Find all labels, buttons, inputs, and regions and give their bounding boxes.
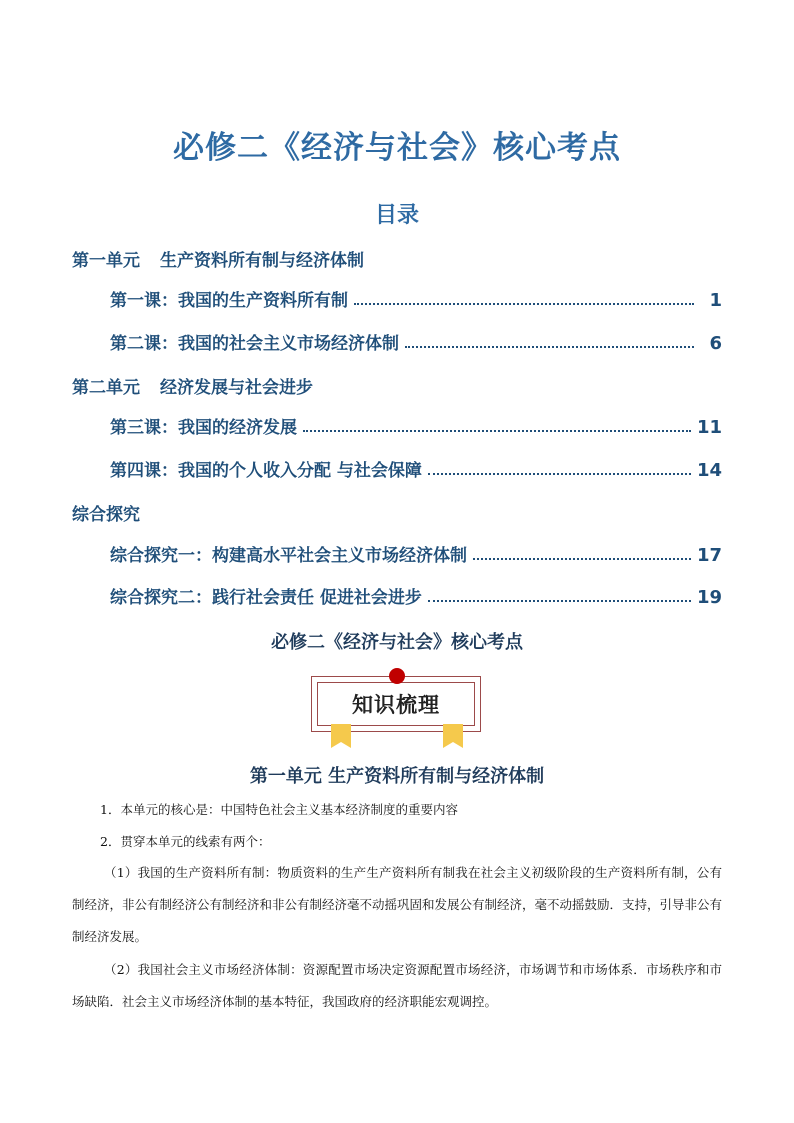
toc-unit-3 bbox=[72, 500, 140, 525]
toc-leader-dots bbox=[428, 599, 691, 602]
toc-entry-lesson-1[interactable] bbox=[110, 285, 722, 311]
unit-section-title: 第一单元 生产资料所有制与经济体制 bbox=[249, 766, 545, 787]
section-subtitle: 必修二《经济与社会》核心考点 bbox=[271, 632, 523, 653]
toc-page-number: 19 bbox=[696, 587, 722, 608]
toc-page-number: 17 bbox=[696, 545, 722, 566]
toc-leader-dots bbox=[428, 472, 691, 475]
toc-page-number: 6 bbox=[709, 333, 722, 354]
document-title: 必修二《经济与社会》核心考点 bbox=[173, 130, 621, 166]
toc-leader-dots bbox=[354, 302, 694, 305]
paragraph: （1）我国的生产资料所有制：物质资料的生产生产资料所有制我在社会主义初级阶段的生产资料所有制，公有制经济，非公有制经济公有制经济和非公有制经济毫不动摇巩固和发展公有制经济，毫不动摇鼓励．支持，引导非公有制经济发展。 bbox=[72, 865, 723, 944]
red-dot-icon bbox=[389, 668, 405, 684]
toc-heading: 目录 bbox=[374, 203, 419, 228]
toc-entry-label: 第四课：我国的个人收入分配 与社会保障 bbox=[110, 461, 422, 481]
toc-entry-label: 综合探究一：构建高水平社会主义市场经济体制 bbox=[110, 546, 467, 566]
toc-page-number: 14 bbox=[696, 460, 722, 481]
toc-unit-2 bbox=[72, 373, 313, 398]
toc-unit-label: 综合探究 bbox=[72, 505, 140, 525]
list-item: 1．本单元的核心是：中国特色社会主义基本经济制度的重要内容 bbox=[100, 802, 458, 817]
toc-page-number: 11 bbox=[696, 417, 722, 438]
toc-entry-lesson-4[interactable] bbox=[110, 455, 722, 481]
toc-unit-label: 第二单元 bbox=[72, 378, 140, 398]
badge-frame bbox=[311, 676, 481, 732]
toc-entry-label: 第二课：我国的社会主义市场经济体制 bbox=[110, 334, 399, 354]
list-item: 2．贯穿本单元的线索有两个： bbox=[100, 834, 271, 849]
toc-leader-dots bbox=[303, 429, 691, 432]
toc-page-number: 1 bbox=[709, 290, 722, 311]
toc-entry-lesson-3[interactable] bbox=[110, 412, 722, 438]
toc-entry-lesson-2[interactable] bbox=[110, 328, 722, 354]
toc-entry-label: 第一课：我国的生产资料所有制 bbox=[110, 291, 348, 311]
toc-unit-title: 生产资料所有制与经济体制 bbox=[160, 251, 364, 271]
toc-unit-title: 经济发展与社会进步 bbox=[160, 378, 313, 398]
paragraph: （2）我国社会主义市场经济体制：资源配置市场决定资源配置市场经济，市场调节和市场体系．市场秩序和市场缺陷．社会主义市场经济体制的基本特征，我国政府的经济职能宏观调控。 bbox=[72, 962, 722, 1009]
toc-unit-1 bbox=[72, 246, 364, 271]
toc-entry-inquiry-1[interactable] bbox=[110, 540, 722, 566]
toc-entry-label: 综合探究二：践行社会责任 促进社会进步 bbox=[110, 588, 422, 608]
knowledge-badge bbox=[311, 668, 483, 748]
badge-label: 知识梳理 bbox=[352, 693, 440, 717]
ribbon-right-icon bbox=[443, 724, 463, 748]
toc-entry-label: 第三课：我国的经济发展 bbox=[110, 418, 297, 438]
toc-entry-inquiry-2[interactable] bbox=[110, 582, 722, 608]
toc-unit-label: 第一单元 bbox=[72, 251, 140, 271]
toc-leader-dots bbox=[405, 345, 694, 348]
toc-leader-dots bbox=[473, 557, 691, 560]
ribbon-left-icon bbox=[331, 724, 351, 748]
